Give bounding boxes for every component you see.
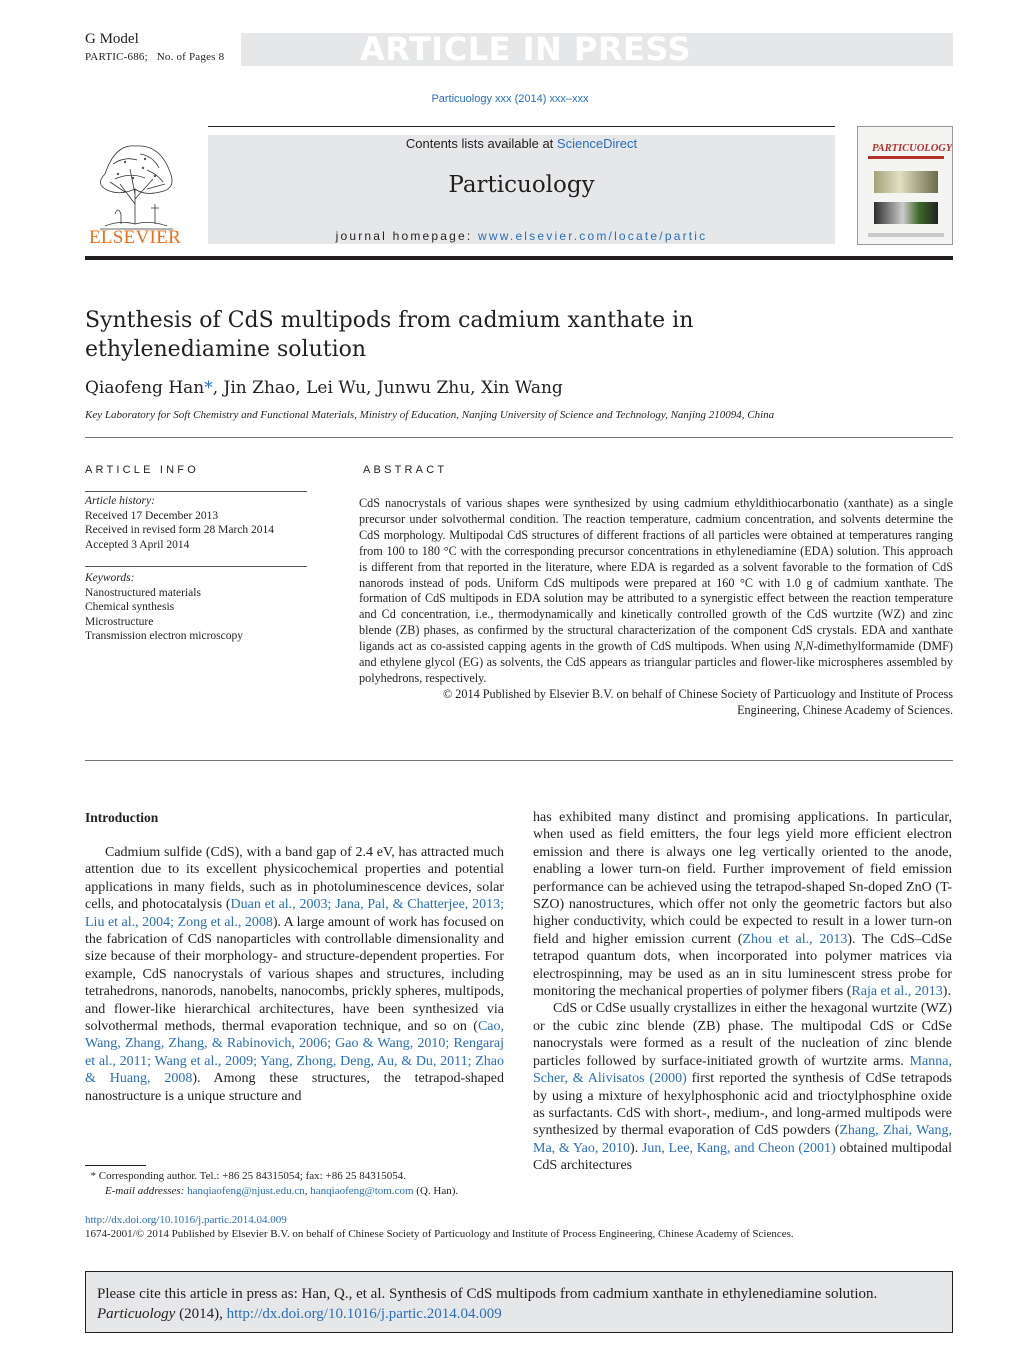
keyword-item: Nanostructured materials <box>85 586 201 599</box>
abstract-text <box>359 496 953 719</box>
keywords <box>85 571 243 644</box>
cover-image-row-2 <box>874 202 938 224</box>
email-line <box>85 1184 458 1199</box>
email-link-1[interactable]: hanqiaofeng@njust.edu.cn <box>187 1185 305 1197</box>
journal-cover-thumbnail[interactable] <box>857 126 953 245</box>
affiliation: Key Laboratory for Soft Chemistry and Functional Materials, Ministry of Education, Nanjing University of Science and Technology, Nanjing 210094, China <box>85 409 775 421</box>
citation-link[interactable]: Duan et al., 2003; Jana, Pal, & Chatterjee, 2013; Liu et al., 2004; Zong et al., 2008 <box>85 897 504 930</box>
text-run: Cadmium sulfide (CdS), with a band gap of 2.4 eV, has attracted much attention due to its excellent physicochemical properties and potential applications in many fields, such as in photoluminescence devices, solar cells, and photocatalysis ( <box>85 845 504 913</box>
text-run: obtained multipodal CdS architectures <box>533 1140 952 1174</box>
issn-copyright: 1674-2001/© 2014 Published by Elsevier B.V. on behalf of Chinese Society of Particuology and Institute of Process Engineering, Chinese Academy of Sciences. <box>85 1228 794 1240</box>
cover-image-row-1 <box>874 171 938 193</box>
text-run: CdS or CdSe usually crystallizes in either the hexagonal wurtzite (WZ) or the cubic zinc blende (ZB) phase. The multipodal CdS or CdSe nanocrystals were formed as a result of the nucleation of zinc blende particles followed by surface-initiated growth of wurtzite arms. <box>533 1001 952 1069</box>
footnote-rule <box>85 1165 146 1166</box>
homepage-prefix: journal homepage: <box>335 229 478 243</box>
footnote-marker: * <box>90 1170 96 1182</box>
citation-link[interactable]: Jun, Lee, Kang, and Cheon (2001) <box>641 1140 836 1156</box>
journal-reference-link[interactable]: Particuology xxx (2014) xxx–xxx <box>431 93 589 105</box>
author-list <box>85 378 563 398</box>
body-column-left <box>85 844 504 1105</box>
text-run: first reported the synthesis of CdSe tetrapods by using a mixture of hexylphosphonic acid and trioctylphosphine oxide as surfactants. CdS with short-, medium-, and long-armed multipods were synthesized by thermal evaporation of CdS powders ( <box>533 1071 953 1139</box>
keywords-rule <box>85 566 307 567</box>
text-run: has exhibited many distinct and promising applications. In particular, when used as field emitters, the four legs yield more efficient electron emission and there is always one leg vertically oriented to the anode, enabling a lower turn-on field. Further improvement of field emission performance can be achieved using the tetrapod-shaped Sn-doped ZnO (T-SZO) nanostructures, which offer not only the geometric factors but also higher conductivity, which could be expected to result in a lower turn-on field and higher emission current ( <box>533 810 952 947</box>
abstract-italic: N,N <box>794 639 814 654</box>
section-divider <box>85 760 953 761</box>
masthead-top-rule <box>208 126 835 127</box>
doi-link[interactable]: http://dx.doi.org/10.1016/j.partic.2014.04.009 <box>85 1214 287 1226</box>
cite-journal: Particuology <box>97 1306 176 1322</box>
corresponding-author-marker[interactable]: * <box>204 378 213 398</box>
citation-link[interactable]: Zhang, Zhai, Wang, Ma, & Yao, 2010 <box>533 1123 952 1156</box>
accepted-date: Accepted 3 April 2014 <box>85 538 190 551</box>
text-run: ). <box>942 984 951 1000</box>
citation-link[interactable]: Cao, Wang, Zhang, Zhang, & Rabinovich, 2006; Gao & Wang, 2010; Rengaraj et al., 2011; Wang et al., 2009; Yang, Zhong, Deng, Au, & Du, 2011; Zhao & Huang, 2008 <box>85 1019 504 1087</box>
corresponding-author-note <box>85 1169 458 1184</box>
elsevier-wordmark: ELSEVIER <box>88 227 182 248</box>
partic-id: PARTIC-686; <box>85 51 148 63</box>
cite-doi-link[interactable]: http://dx.doi.org/10.1016/j.partic.2014.04.009 <box>226 1306 502 1322</box>
citation-link[interactable]: Raja et al., 2013 <box>851 984 943 1000</box>
cover-title: PARTICUOLOGY <box>872 143 953 154</box>
contents-line <box>208 136 835 151</box>
copyright-line-2: Engineering, Chinese Academy of Sciences. <box>737 702 953 717</box>
email-label: E-mail addresses: <box>105 1185 185 1197</box>
abstract-body <box>359 496 953 687</box>
email-separator: , <box>304 1185 311 1197</box>
received-date: Received 17 December 2013 <box>85 509 219 522</box>
homepage-line <box>208 229 835 243</box>
article-info-heading: ARTICLE INFO <box>85 464 199 476</box>
citation-box <box>85 1271 953 1333</box>
sciencedirect-link[interactable]: ScienceDirect <box>556 136 638 151</box>
revised-date: Received in revised form 28 March 2014 <box>85 524 275 536</box>
other-authors: , Jin Zhao, Lei Wu, Junwu Zhu, Xin Wang <box>212 378 563 398</box>
contents-prefix: Contents lists available at <box>405 136 557 151</box>
corresponding-text: Corresponding author. Tel.: +86 25 84315054; fax: +86 25 84315054. <box>96 1170 406 1182</box>
cover-footer-bar <box>868 233 944 237</box>
introduction-heading: Introduction <box>85 810 159 825</box>
keywords-label: Keywords: <box>85 572 135 584</box>
cite-year: (2014), <box>175 1306 227 1322</box>
text-run: ). Among these structures, the tetrapod-shaped nanostructure is a unique structure and <box>85 1071 504 1104</box>
email-suffix: (Q. Han). <box>413 1185 459 1197</box>
abstract-part-2: -dimethylformamide (DMF) and ethylene glycol (EG) as solvents, the CdS appears as triangular particles and flower-like microspheres assembled by polyhedrons, respectively. <box>359 639 953 685</box>
paragraph <box>533 809 952 1000</box>
text-run: ). <box>630 1140 642 1156</box>
email-link-2[interactable]: hanqiaofeng@tom.com <box>310 1185 414 1197</box>
first-author: Qiaofeng Han <box>85 378 205 398</box>
paragraph <box>85 844 504 1105</box>
manuscript-id-line <box>85 51 224 63</box>
article-in-press-text: ARTICLE IN PRESS <box>360 30 692 68</box>
page-count: No. of Pages 8 <box>156 51 225 63</box>
citation-link[interactable]: Zhou et al., 2013 <box>742 931 848 947</box>
elsevier-logo[interactable] <box>85 134 185 246</box>
keyword-item: Transmission electron microscopy <box>85 630 244 642</box>
abstract-heading: ABSTRACT <box>363 464 448 476</box>
copyright-line-1: © 2014 Published by Elsevier B.V. on behalf of Chinese Society of Particuology and Institute of Process <box>442 686 953 701</box>
keyword-item: Chemical synthesis <box>85 601 175 613</box>
citation-link[interactable]: Manna, Scher, & Alivisatos (2000) <box>533 1053 952 1087</box>
cover-band <box>868 156 944 159</box>
cite-prefix: Please cite this article in press as: Han, Q., et al. Synthesis of CdS multipods from cadmium xanthate in ethylenediamine solution. <box>97 1286 878 1302</box>
article-title: Synthesis of CdS multipods from cadmium xanthate in ethylenediamine solution <box>85 308 694 362</box>
section-divider <box>85 437 953 438</box>
homepage-link[interactable]: www.elsevier.com/locate/partic <box>477 229 708 243</box>
masthead-bottom-rule <box>85 256 953 260</box>
article-history <box>85 494 274 552</box>
journal-title: Particuology <box>448 172 595 198</box>
body-column-right <box>533 809 952 1175</box>
abstract-part-1: CdS nanocrystals of various shapes were synthesized by using cadmium ethyldithiocarbonatio (xanthate) as a single precursor under solvothermal condition. The reaction temperature, cadmium concentration, and solvents determine the CdS morphology. Multipodal CdS structures of different fractions of all particles were obtained at temperatures ranging from 100 to 180 °C with the corresponding precursor concentrations in ethylenediamine (EDA) solution. This approach is different from that reported in the literature, where EDA is regarded as a solvent favorable to the formation of CdS nanorods instead of pods. Uniform CdS multipods were prepared at 160 °C with 1.0 g of cadmium xanthate. The formation of CdS multipods in EDA solution may be attributed to a synergistic effect between the reaction temperature and Cd concentration, i.e., thermodynamically and kinetically controlled growth of the CdS wurtzite (WZ) and zinc blende (ZB) phases, as confirmed by the structural characterization of the component CdS crystals. EDA and xanthate ligands act as co-assisted capping agents in the growth of CdS multipods. When using <box>359 496 953 654</box>
paragraph <box>533 1000 952 1174</box>
article-info-rule <box>85 491 307 492</box>
text-run: ). A large amount of work has focused on the fabrication of CdS nanoparticles with controllable dimensionality and size because of their morphology- and structure-dependent properties. For example, CdS nanocrystals of various shapes and structures, including tetrahedrons, nanorods, nanobelts, nanocombs, prickly spheres, multipods, and flower-like hierarchical architectures, have been synthesized via solvothermal methods, thermal evaporation technique, and so on ( <box>85 914 504 1035</box>
footnote <box>85 1169 458 1199</box>
keyword-item: Microstructure <box>85 615 154 628</box>
history-label: Article history: <box>85 495 155 507</box>
g-model-label: G Model <box>85 31 139 47</box>
text-run: ). The CdS–CdSe tetrapod quantum dots, when incorporated into polymer matrices via electrospinning, may be used as an in situ luminescent stress probe for monitoring the mechanical properties of polymer fibers ( <box>533 931 953 1000</box>
